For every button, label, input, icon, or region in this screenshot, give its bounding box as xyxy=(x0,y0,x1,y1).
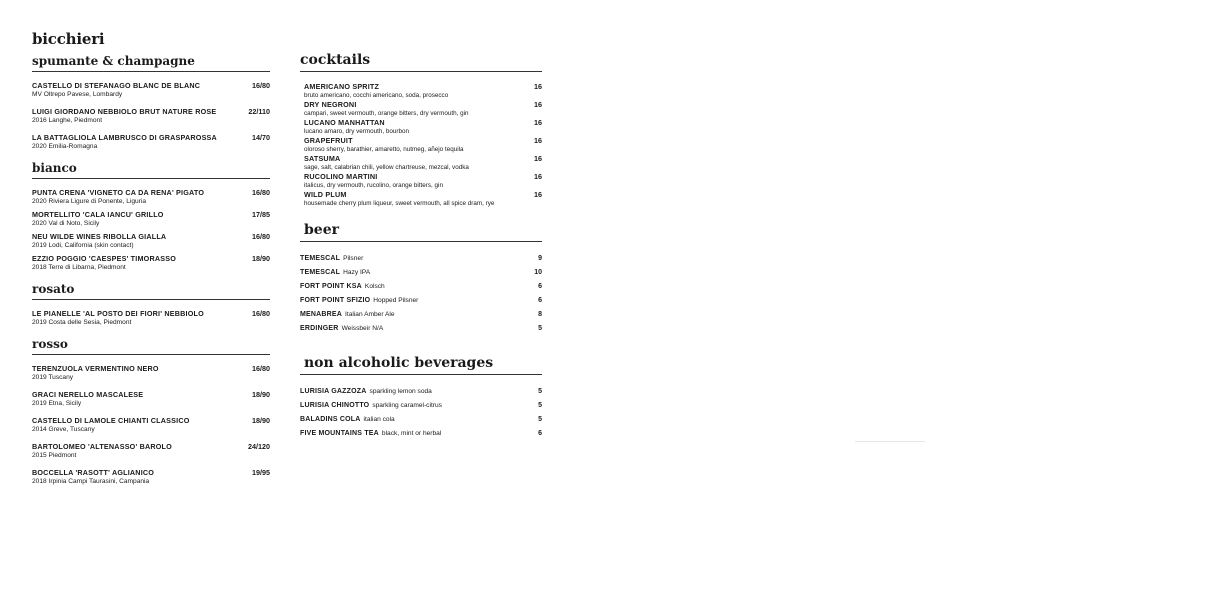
item-detail: 2019 Tuscany xyxy=(32,374,74,381)
menu-item xyxy=(32,468,270,486)
item-price: 22/110 xyxy=(248,107,270,116)
item-name: NEU WILDE WINES RIBOLLA GIALLA xyxy=(32,232,167,241)
menu-item xyxy=(32,390,270,408)
item-detail: 2019 Lodi, California (skin contact) xyxy=(32,242,134,249)
item-price: 16/80 xyxy=(252,188,270,197)
item-style: Hazy IPA xyxy=(343,269,371,276)
wine-column xyxy=(32,30,270,496)
menu-item-text xyxy=(32,254,176,272)
item-detail: 2016 Langhe, Piedmont xyxy=(32,117,103,124)
menu-item xyxy=(300,254,542,263)
item-style: italian cola xyxy=(363,416,395,423)
menu-item-text xyxy=(300,387,432,396)
item-name: BALADINS COLA xyxy=(300,416,361,423)
item-price: 6 xyxy=(538,430,542,437)
item-price: 19/95 xyxy=(252,468,270,477)
menu-item xyxy=(300,282,542,291)
item-price: 16/80 xyxy=(252,81,270,90)
item-detail: bruto americano, cocchi americano, soda, prosecco xyxy=(304,92,449,99)
item-style: Italian Amber Ale xyxy=(345,311,395,318)
menu-item-text xyxy=(32,309,204,327)
wine-list xyxy=(32,309,270,327)
item-price: 8 xyxy=(538,311,542,318)
item-detail: 2018 Terre di Libarna, Piedmont xyxy=(32,264,126,271)
item-style: black, mint or herbal xyxy=(381,430,442,437)
item-price: 14/70 xyxy=(252,133,270,142)
menu-item-text xyxy=(32,81,200,99)
menu-item xyxy=(32,442,270,460)
page-title: bicchieri xyxy=(32,30,105,48)
item-name: RUCOLINO MARTINI xyxy=(304,172,378,181)
item-detail: 2020 Riviera Ligure di Ponente, Liguria xyxy=(32,198,146,205)
item-name: TEMESCAL xyxy=(300,269,341,276)
item-price: 9 xyxy=(538,255,542,262)
item-name: AMERICANO SPRITZ xyxy=(304,82,380,91)
item-price: 6 xyxy=(538,297,542,304)
item-price: 16 xyxy=(534,172,542,181)
menu-item-text xyxy=(304,118,409,136)
item-detail: housemade cherry plum liqueur, sweet vermouth, all spice dram, rye xyxy=(304,200,495,207)
item-name: FORT POINT KSA xyxy=(300,283,362,290)
item-price: 16/80 xyxy=(252,309,270,318)
item-price: 18/90 xyxy=(252,254,270,263)
item-name: LURISIA GAZZOZA xyxy=(300,388,367,395)
menu-item xyxy=(32,254,270,272)
item-price: 10 xyxy=(534,269,542,276)
item-price: 5 xyxy=(538,325,542,332)
item-detail: 2020 Emilia-Romagna xyxy=(32,143,98,150)
item-price: 17/85 xyxy=(252,210,270,219)
item-style: Weissbeir N/A xyxy=(341,325,384,332)
menu-item-text xyxy=(32,416,190,434)
menu-item xyxy=(300,136,542,154)
item-name: GRACI NERELLO MASCALESE xyxy=(32,390,144,399)
item-price: 16 xyxy=(534,118,542,127)
item-name: LUIGI GIORDANO NEBBIOLO BRUT NATURE ROSE xyxy=(32,107,217,116)
section-bianco xyxy=(32,161,270,272)
item-name: FORT POINT SFIZIO xyxy=(300,297,371,304)
section-heading: rosso xyxy=(32,337,270,355)
menu-item-text xyxy=(300,415,395,424)
section-spumante xyxy=(32,54,270,151)
cocktail-list xyxy=(300,82,542,208)
section-rosso xyxy=(32,337,270,486)
menu-item xyxy=(300,100,542,118)
menu-item xyxy=(32,232,270,250)
section-heading: beer xyxy=(300,222,542,242)
item-name: LE PIANELLE 'AL POSTO DEI FIORI' NEBBIOLO xyxy=(32,309,204,318)
item-style: Kolsch xyxy=(364,283,385,290)
item-name: LUCANO MANHATTAN xyxy=(304,118,385,127)
item-name: LURISIA CHINOTTO xyxy=(300,402,370,409)
item-price: 5 xyxy=(538,416,542,423)
menu-item xyxy=(300,190,542,208)
item-detail: 2018 Irpinia Campi Taurasini, Campania xyxy=(32,478,150,485)
item-name: ERDINGER xyxy=(300,325,339,332)
item-name: MENABREA xyxy=(300,311,343,318)
wine-list xyxy=(32,81,270,151)
item-price: 16/80 xyxy=(252,232,270,241)
menu-item xyxy=(32,416,270,434)
menu-item-text xyxy=(32,390,143,408)
item-price: 18/90 xyxy=(252,390,270,399)
item-detail: 2019 Costa delle Sesia, Piedmont xyxy=(32,319,132,326)
menu-item-text xyxy=(32,364,159,382)
section-heading: bianco xyxy=(32,161,270,179)
item-detail: 2019 Etna, Sicily xyxy=(32,400,82,407)
item-name: GRAPEFRUIT xyxy=(304,136,353,145)
item-name: WILD PLUM xyxy=(304,190,347,199)
item-name: CASTELLO DI STEFANAGO BLANC DE BLANC xyxy=(32,81,201,90)
beer-list xyxy=(300,254,542,333)
menu-item-text xyxy=(300,324,383,333)
section-heading: cocktails xyxy=(300,52,542,72)
menu-item-text xyxy=(300,310,395,319)
menu-item xyxy=(32,364,270,382)
item-name: LA BATTAGLIOLA LAMBRUSCO DI GRASPAROSSA xyxy=(32,133,217,142)
item-detail: lucano amaro, dry vermouth, bourbon xyxy=(304,128,410,135)
item-price: 16 xyxy=(534,136,542,145)
item-name: DRY NEGRONI xyxy=(304,100,357,109)
item-price: 16 xyxy=(534,154,542,163)
item-name: PUNTA CRENA 'VIGNETO CA DA RENA' PIGATO xyxy=(32,188,205,197)
menu-item xyxy=(32,81,270,99)
item-price: 5 xyxy=(538,402,542,409)
item-detail: MV Oltrepo Pavese, Lombardy xyxy=(32,91,123,98)
menu-item-text xyxy=(32,210,164,228)
item-name: BARTOLOMEO 'ALTENASSO' BAROLO xyxy=(32,442,172,451)
menu-item-text xyxy=(300,268,370,277)
section-non-alcoholic xyxy=(300,355,542,438)
menu-item xyxy=(300,387,542,396)
section-beer xyxy=(300,222,542,333)
menu-item-text xyxy=(304,154,469,172)
wine-list xyxy=(32,364,270,486)
item-name: MORTELLITO 'CALA IANCU' GRILLO xyxy=(32,210,164,219)
menu-item-text xyxy=(32,442,172,460)
item-name: TERENZUOLA VERMENTINO NERO xyxy=(32,364,159,373)
non-alcoholic-list xyxy=(300,387,542,438)
menu-item xyxy=(300,296,542,305)
menu-item xyxy=(32,210,270,228)
item-name: SATSUMA xyxy=(304,154,341,163)
menu-item xyxy=(300,401,542,410)
item-price: 5 xyxy=(538,388,542,395)
item-name: FIVE MOUNTAINS TEA xyxy=(300,430,379,437)
item-detail: 2015 Piedmont xyxy=(32,452,77,459)
item-detail: italicus, dry vermouth, rucolino, orange bitters, gin xyxy=(304,182,443,189)
item-style: Hopped Pilsner xyxy=(373,297,419,304)
menu-item-text xyxy=(32,232,166,250)
item-detail: sage, salt, calabrian chili, yellow chartreuse, mezcal, vodka xyxy=(304,164,469,171)
menu-item xyxy=(300,429,542,438)
menu-item xyxy=(300,268,542,277)
section-heading: spumante & champagne xyxy=(32,54,270,72)
menu-item xyxy=(300,310,542,319)
menu-item xyxy=(300,82,542,100)
item-price: 24/120 xyxy=(248,442,270,451)
menu-item xyxy=(32,107,270,125)
section-heading: rosato xyxy=(32,282,270,300)
menu-item-text xyxy=(304,136,464,154)
item-name: EZZIO POGGIO 'CAESPES' TIMORASSO xyxy=(32,254,177,263)
section-cocktails xyxy=(300,52,542,208)
section-heading: non alcoholic beverages xyxy=(300,355,542,375)
menu-item xyxy=(300,154,542,172)
menu-item xyxy=(300,172,542,190)
item-name: CASTELLO DI LAMOLE CHIANTI CLASSICO xyxy=(32,416,190,425)
item-style: sparkling caramel-citrus xyxy=(372,402,442,409)
item-detail: oloroso sherry, barathier, amaretto, nutmeg, añejo tequila xyxy=(304,146,464,153)
menu-item xyxy=(300,324,542,333)
item-price: 16 xyxy=(534,82,542,91)
item-detail: 2020 Val di Noto, Sicily xyxy=(32,220,100,227)
menu-item-text xyxy=(32,468,154,486)
menu-item xyxy=(300,415,542,424)
item-detail: campari, sweet vermouth, orange bitters, dry vermouth, gin xyxy=(304,110,469,117)
menu-item-text xyxy=(304,82,448,100)
item-name: BOCCELLA 'RASOTT' AGLIANICO xyxy=(32,468,155,477)
item-style: Pilsner xyxy=(343,255,364,262)
item-price: 16/80 xyxy=(252,364,270,373)
menu-item-text xyxy=(300,296,418,305)
item-price: 16 xyxy=(534,100,542,109)
item-detail: 2014 Greve, Tuscany xyxy=(32,426,95,433)
menu-item-text xyxy=(32,133,217,151)
item-name: TEMESCAL xyxy=(300,255,341,262)
section-rosato xyxy=(32,282,270,327)
menu-item-text xyxy=(304,100,469,118)
menu-item-text xyxy=(300,282,385,291)
menu-item-text xyxy=(300,254,363,263)
menu-item-text xyxy=(32,107,216,125)
menu-item xyxy=(32,309,270,327)
item-price: 16 xyxy=(534,190,542,199)
item-price: 6 xyxy=(538,283,542,290)
menu-item-text xyxy=(304,190,494,208)
menu-item xyxy=(32,133,270,151)
menu-item-text xyxy=(304,172,443,190)
wine-list xyxy=(32,188,270,272)
drinks-column xyxy=(300,52,542,443)
faint-mark xyxy=(855,441,925,442)
item-price: 18/90 xyxy=(252,416,270,425)
menu-item-text xyxy=(300,429,441,438)
menu-item-text xyxy=(32,188,204,206)
menu-item-text xyxy=(300,401,442,410)
menu-item xyxy=(300,118,542,136)
menu-item xyxy=(32,188,270,206)
item-style: sparkling lemon soda xyxy=(369,388,432,395)
